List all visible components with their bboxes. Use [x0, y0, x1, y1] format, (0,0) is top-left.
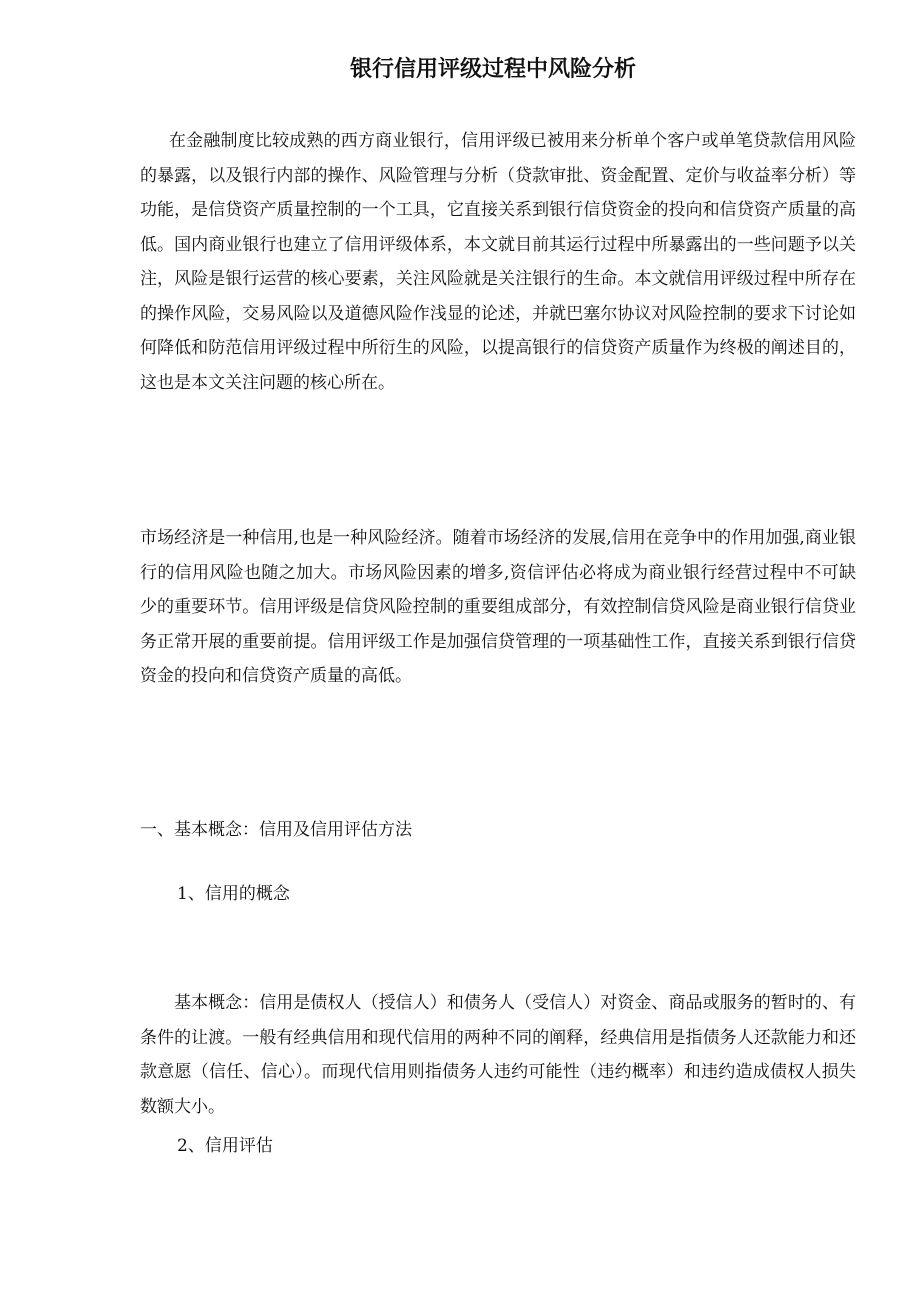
credit-definition-paragraph: 基本概念：信用是债权人（授信人）和债务人（受信人）对资金、商品或服务的暂时的、有条件的让渡。一般有经典信用和现代信用的两种不同的阐释，经典信用是指债务人还款能力和还款意愿（信任、信心）。而现代信用则指债务人违约可能性（违约概率）和违约造成债权人损失数额大小。: [140, 993, 856, 1117]
subsection-heading-credit-evaluation: 2、信用评估: [177, 1136, 273, 1156]
market-economy-paragraph: 市场经济是一种信用,也是一种风险经济。随着市场经济的发展,信用在竞争中的作用加强,商业银行的信用风险也随之加大。市场风险因素的增多,资信评估必将成为商业银行经营过程中不可缺少的重要环节。信用评级是信贷风险控制的重要组成部分，有效控制信贷风险是商业银行信贷业务正常开展的重要前提。信用评级工作是加强信贷管理的一项基础性工作，直接关系到银行信贷资金的投向和信贷资产质量的高低。: [140, 528, 856, 686]
subsection-heading-credit-concept: 1、信用的概念: [177, 884, 290, 904]
section-heading-basic-concepts: 一、基本概念：信用及信用评估方法: [140, 820, 412, 840]
intro-paragraph: 在金融制度比较成熟的西方商业银行，信用评级已被用来分析单个客户或单笔贷款信用风险的暴露，以及银行内部的操作、风险管理与分析（贷款审批、资金配置、定价与收益率分析）等功能，是信贷资产质量控制的一个工具，它直接关系到银行信贷资金的投向和信贷资产质量的高低。国内商业银行也建立了信用评级体系，本文就目前其运行过程中所暴露出的一些问题予以关注，风险是银行运营的核心要素，关注风险就是关注银行的生命。本文就信用评级过程中所存在的操作风险，交易风险以及道德风险作浅显的论述，并就巴塞尔协议对风险控制的要求下讨论如何降低和防范信用评级过程中所衍生的风险，以提高银行的信贷资产质量作为终极的阐述目的，这也是本文关注问题的核心所在。: [140, 131, 856, 393]
document-title: 银行信用评级过程中风险分析: [349, 57, 636, 82]
